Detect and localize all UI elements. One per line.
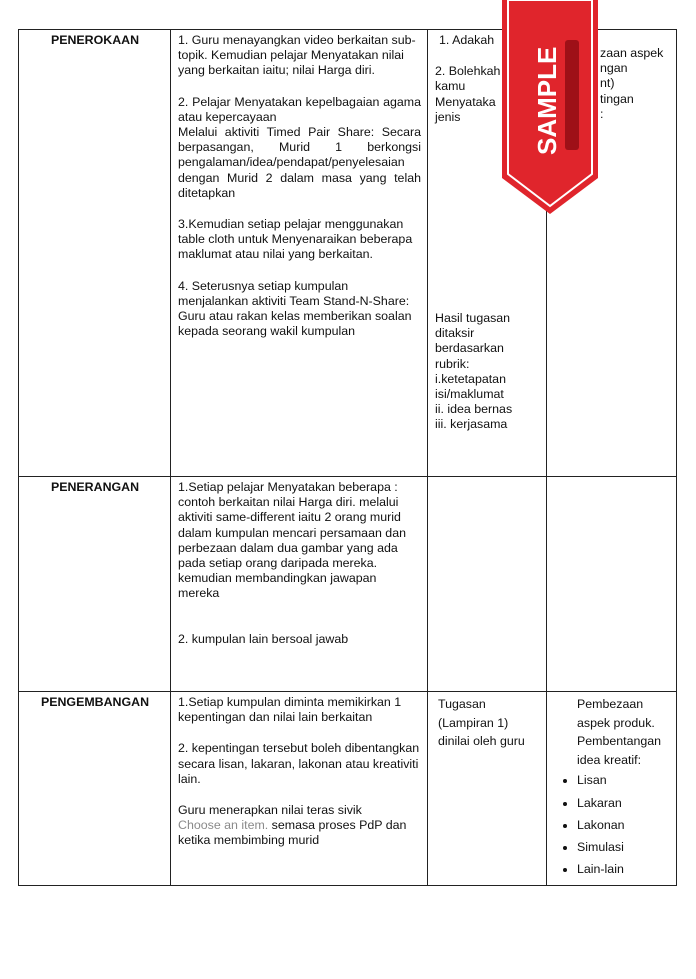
activity-text (178, 803, 421, 849)
differentiation-list-item: • Simulasi (577, 838, 670, 857)
assessment-question: 2. Bolehkah kamu Menyataka jenis (435, 64, 501, 124)
activity-text-part: semasa proses PdP dan ketika membimbing murid (178, 818, 407, 848)
choose-item-dropdown[interactable]: Choose an item. (178, 818, 269, 833)
assessment-question: 1. Adakah (439, 33, 495, 47)
table-row (19, 692, 677, 886)
activity-text: 1. Guru menayangkan video berkaitan sub-topik. Kemudian pelajar Menyatakan nilai yang berkaitan iaitu; nilai Harga diri. (178, 33, 416, 78)
activity-cell (171, 477, 428, 692)
assessment-cell (428, 692, 547, 886)
differentiation-list-item: • Lakaran (577, 794, 670, 813)
activity-text: 2. Pelajar Menyatakan kepelbagaian agama atau kepercayaan (178, 94, 421, 124)
activity-text-part: Guru menerapkan nilai teras sivik (178, 803, 362, 818)
differentiation-intro: Pembezaan aspek produk. Pembentangan idea kreatif: (577, 697, 662, 767)
sample-watermark (500, 0, 600, 214)
differentiation-list (547, 771, 670, 878)
sample-ribbon-icon (500, 0, 600, 214)
activity-text: 4. Seterusnya setiap kumpulan menjalankan aktiviti Team Stand-N-Share: Guru atau rakan kelas memberikan soalan kepada seorang wakil kumpulan (178, 278, 412, 339)
assessment-rubric: Hasil tugasan ditaksir berdasarkan rubrik: i.ketetapatan isi/maklumat ii. idea bernas iii. kerjasama (435, 311, 513, 432)
assessment-cell (428, 477, 547, 692)
activity-text: Melalui aktiviti Timed Pair Share: Secara berpasangan, Murid 1 berkongsi pengalaman/idea/pendapat/penyelesaian dengan Murid 2 dalam masa yang telah ditetapkan (178, 125, 421, 200)
activity-cell (171, 692, 428, 886)
differentiation-cell (547, 692, 677, 886)
stage-label: PENEROKAAN (19, 30, 171, 477)
differentiation-list-item: • Lakonan (577, 816, 670, 835)
table-row (19, 477, 677, 692)
watermark-label: SAMPLE (532, 46, 562, 155)
differentiation-text: zaan aspek ngan nt) tingan : (600, 46, 664, 121)
differentiation-list-item: • Lain-lain (577, 860, 670, 879)
stage-label: PENGEMBANGAN (19, 692, 171, 886)
activity-text: 3.Kemudian setiap pelajar menggunakan table cloth untuk Menyenaraikan beberapa maklumat atau nilai yang berkaitan. (178, 217, 413, 262)
differentiation-cell (547, 477, 677, 692)
assessment-text: Tugasan (Lampiran 1) dinilai oleh guru (438, 697, 525, 749)
activity-text: 1.Setiap pelajar Menyatakan beberapa : contoh berkaitan nilai Harga diri. melalui aktiviti same-different iaitu 2 orang murid dalam kumpulan mencari persamaan dan perbezaan dalam dua gambar yang ada pada setiap orang daripada mereka. kemudian membandingkan jawapan mereka (178, 480, 406, 601)
activity-text: 2. kepentingan tersebut boleh dibentangkan secara lisan, lakaran, lakonan atau kreativiti lain. (178, 741, 420, 786)
stage-label: PENERANGAN (19, 477, 171, 692)
differentiation-list-item: • Lisan (577, 771, 670, 790)
activity-cell (171, 30, 428, 477)
activity-text: 1.Setiap kumpulan diminta memikirkan 1 kepentingan dan nilai lain berkaitan (178, 695, 402, 725)
activity-text: 2. kumpulan lain bersoal jawab (178, 631, 349, 646)
